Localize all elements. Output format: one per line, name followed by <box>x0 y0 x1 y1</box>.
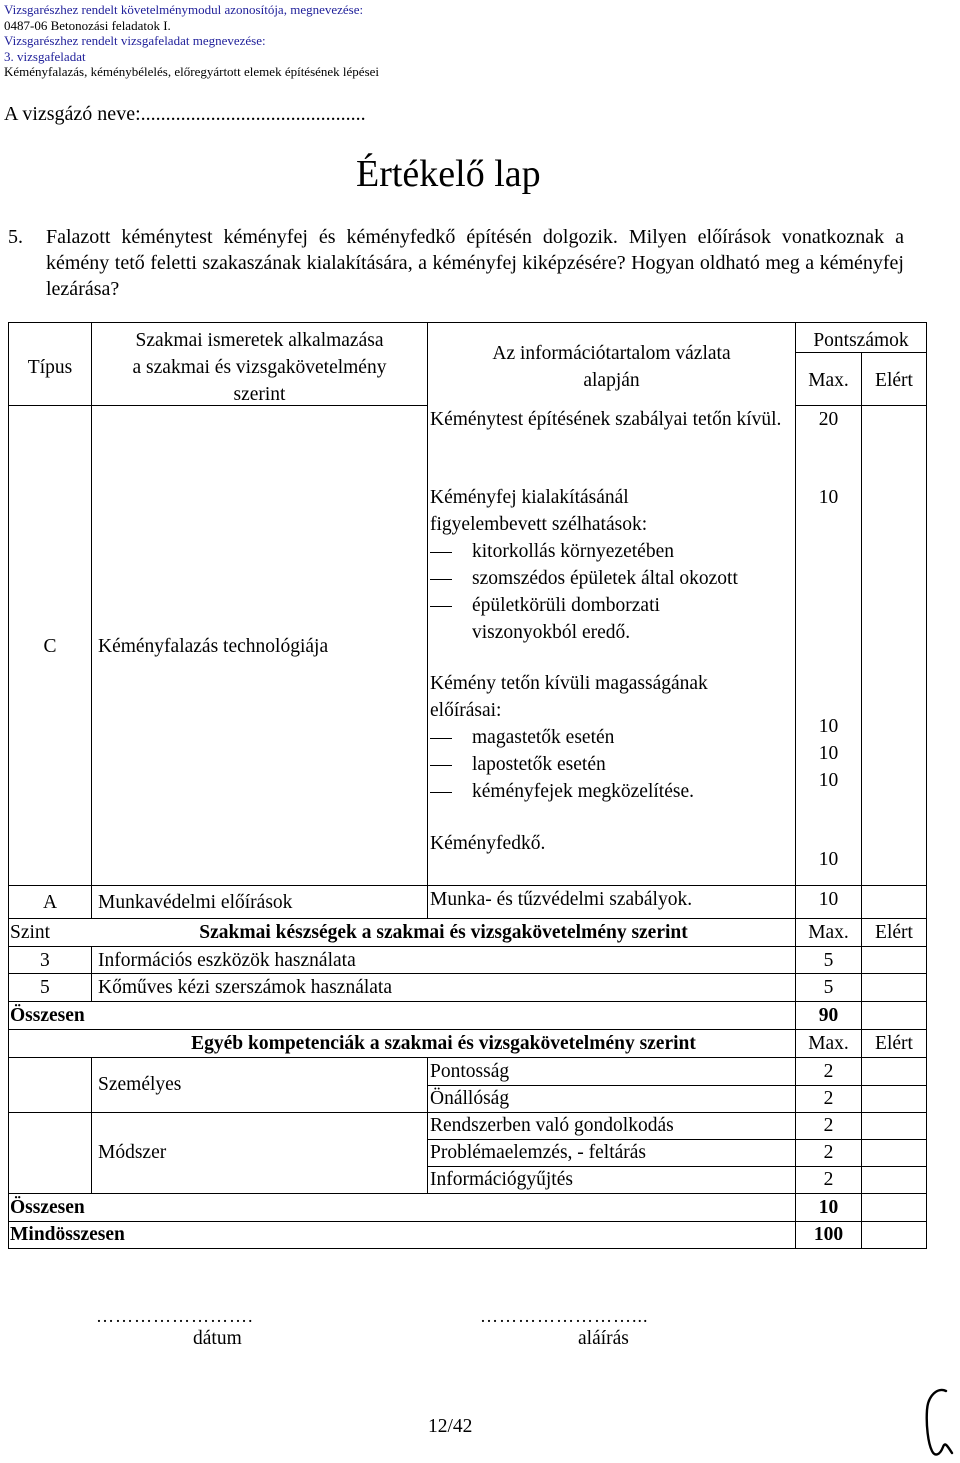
other-header: Egyéb kompetenciák a szakmai és vizsgakövetelmény szerint <box>191 1033 696 1054</box>
problema-label: Problémaelemzés, - feltárás <box>430 1142 647 1163</box>
col-szakmai-border <box>427 322 428 918</box>
problema-max: 2 <box>823 1142 834 1163</box>
col-tipus-border <box>91 322 92 918</box>
item2-bullet-3-cont: viszonyokból eredő. <box>472 622 631 643</box>
item3-bullet-1: magastetők esetén <box>430 724 614 751</box>
dash-bullet-icon <box>430 606 452 607</box>
other-total-max: 10 <box>818 1197 839 1218</box>
header-szakmai-1: Szakmai ismeretek alkalmazása <box>135 330 384 351</box>
skills-total-label: Összesen <box>10 1005 85 1026</box>
item1-max: 20 <box>818 409 839 430</box>
pontossag-max: 2 <box>823 1061 834 1082</box>
header-elert: Elért <box>875 370 913 391</box>
skills-header: Szakmai készségek a szakmai és vizsgakövetelmény szerint <box>199 922 688 943</box>
group-szemelyes: Személyes <box>98 1074 182 1095</box>
item3-title-2: előírásai: <box>430 700 502 721</box>
question <box>8 224 904 302</box>
header-szakmai-2: a szakmai és vizsgakövetelmény <box>132 357 387 378</box>
modszer-bottom <box>8 1193 927 1194</box>
grand-total-label: Mindösszesen <box>10 1224 125 1245</box>
skills-row1-label: Információs eszközök használata <box>98 950 356 971</box>
item2-bullet-1: kitorkollás környezetében <box>430 538 674 565</box>
other-max: Max. <box>808 1033 849 1054</box>
item2-bullet-3: épületkörüli domborzati <box>430 592 660 619</box>
header-info-1: Az információtartalom vázlata <box>492 343 731 364</box>
section-a-max: 10 <box>818 889 839 910</box>
section-a-topic: Munkavédelmi előírások <box>98 892 293 913</box>
item4-text: Kéményfedkő. <box>430 833 546 854</box>
header-line-1: Vizsgarészhez rendelt követelménymodul azonosítója, megnevezése: <box>4 2 364 17</box>
header-szakmai-3: szerint <box>233 384 286 405</box>
page-title: Értékelő lap <box>356 153 541 195</box>
header-pontszamok: Pontszámok <box>813 330 909 351</box>
header-line-3: Vizsgarészhez rendelt vizsgafeladat megnevezése: <box>4 33 266 49</box>
header-max: Max. <box>808 370 849 391</box>
section-a-type: A <box>42 892 58 913</box>
table-bottom-border <box>8 1248 927 1249</box>
table-top-border <box>8 322 927 323</box>
skills-szint: Szint <box>10 922 51 943</box>
date-dots: ……………………. <box>96 1306 254 1326</box>
header-line-4: 3. vizsgafeladat <box>4 48 86 64</box>
item3-max-2: 10 <box>818 743 839 764</box>
examinee-name-field: A vizsgázó neve:............................................. <box>4 103 366 125</box>
page-number: 12/42 <box>428 1416 473 1437</box>
dash-bullet-icon <box>430 552 452 553</box>
item3-bullet-2: lapostetők esetén <box>430 751 606 778</box>
dash-bullet-icon <box>430 579 452 580</box>
onallosag-label: Önállóság <box>430 1088 510 1109</box>
dash-bullet-icon <box>430 738 452 739</box>
section-a-text: Munka- és tűzvédelmi szabályok. <box>430 889 693 910</box>
item3-max-1: 10 <box>818 716 839 737</box>
section-c-type: C <box>43 636 57 657</box>
skills-total-max: 90 <box>818 1005 839 1026</box>
question-number: 5. <box>8 226 23 248</box>
item1-text: Kéménytest építésének szabályai tetőn kívül. <box>430 409 782 430</box>
date-label: dátum <box>193 1328 242 1349</box>
skills-row2-bottom <box>8 1001 927 1002</box>
skills-row2-max: 5 <box>823 977 834 998</box>
rendszer-max: 2 <box>823 1115 834 1136</box>
item4-max: 10 <box>818 849 839 870</box>
group-modszer: Módszer <box>98 1142 167 1163</box>
skills-row1-max: 5 <box>823 950 834 971</box>
item2-bullet-2: szomszédos épületek által okozott <box>430 565 738 592</box>
pontossag-label: Pontosság <box>430 1061 510 1082</box>
item3-max-3: 10 <box>818 770 839 791</box>
table-right-border <box>926 322 927 1248</box>
item3-bullet-3: kéményfejek megközelítése. <box>430 778 694 805</box>
signature-label: aláírás <box>578 1328 629 1349</box>
skills-row2-level: 5 <box>40 977 50 998</box>
col-szint-border <box>91 946 92 1002</box>
skills-row1-level: 3 <box>40 950 50 971</box>
rendszer-label: Rendszerben való gondolkodás <box>430 1115 674 1136</box>
col-max-border <box>861 352 862 1248</box>
other-elert: Elért <box>875 1033 913 1054</box>
dash-bullet-icon <box>430 792 452 793</box>
col-label-border <box>427 1057 428 1194</box>
question-text: Falazott kéménytest kéményfej és kéményfedkő építésén dolgozik. Milyen előírások vonatkoznak a kémény tető feletti szakaszának kialakítására, a kéményfej kiképzésére? Hogyan oldható meg a kéményfej lezárása? <box>46 226 904 300</box>
document-header <box>4 2 379 80</box>
item2-max: 10 <box>818 487 839 508</box>
infogyujtes-label: Információgyűjtés <box>430 1169 573 1190</box>
section-c-topic: Kéményfalazás technológiája <box>98 636 329 657</box>
infogyujtes-max: 2 <box>823 1169 834 1190</box>
grand-total-max: 100 <box>813 1224 844 1245</box>
onallosag-max: 2 <box>823 1088 834 1109</box>
header-line-2: 0487-06 Betonozási feladatok I. <box>4 17 171 33</box>
skills-max: Max. <box>808 922 849 943</box>
item2-title-2: figyelembevett szélhatások: <box>430 514 648 535</box>
handwritten-initial-icon <box>918 1385 958 1460</box>
header-info-2: alapján <box>583 370 640 391</box>
header-line-5: Kéményfalazás, kéménybélelés, előregyártott elemek építésének lépései <box>4 64 380 80</box>
item2-title-1: Kéményfej kialakításánál <box>430 487 629 508</box>
header-tipus: Típus <box>27 357 73 378</box>
skills-row2-label: Kőműves kézi szerszámok használata <box>98 977 393 998</box>
table-left-border <box>8 322 9 1248</box>
other-total-label: Összesen <box>10 1197 85 1218</box>
dash-bullet-icon <box>430 765 452 766</box>
item3-title-1: Kémény tetőn kívüli magasságának <box>430 673 708 694</box>
col-group-border <box>91 1057 92 1194</box>
other-total-bottom <box>8 1221 927 1222</box>
skills-elert: Elért <box>875 922 913 943</box>
signature-dots: ……………………... <box>480 1306 649 1326</box>
